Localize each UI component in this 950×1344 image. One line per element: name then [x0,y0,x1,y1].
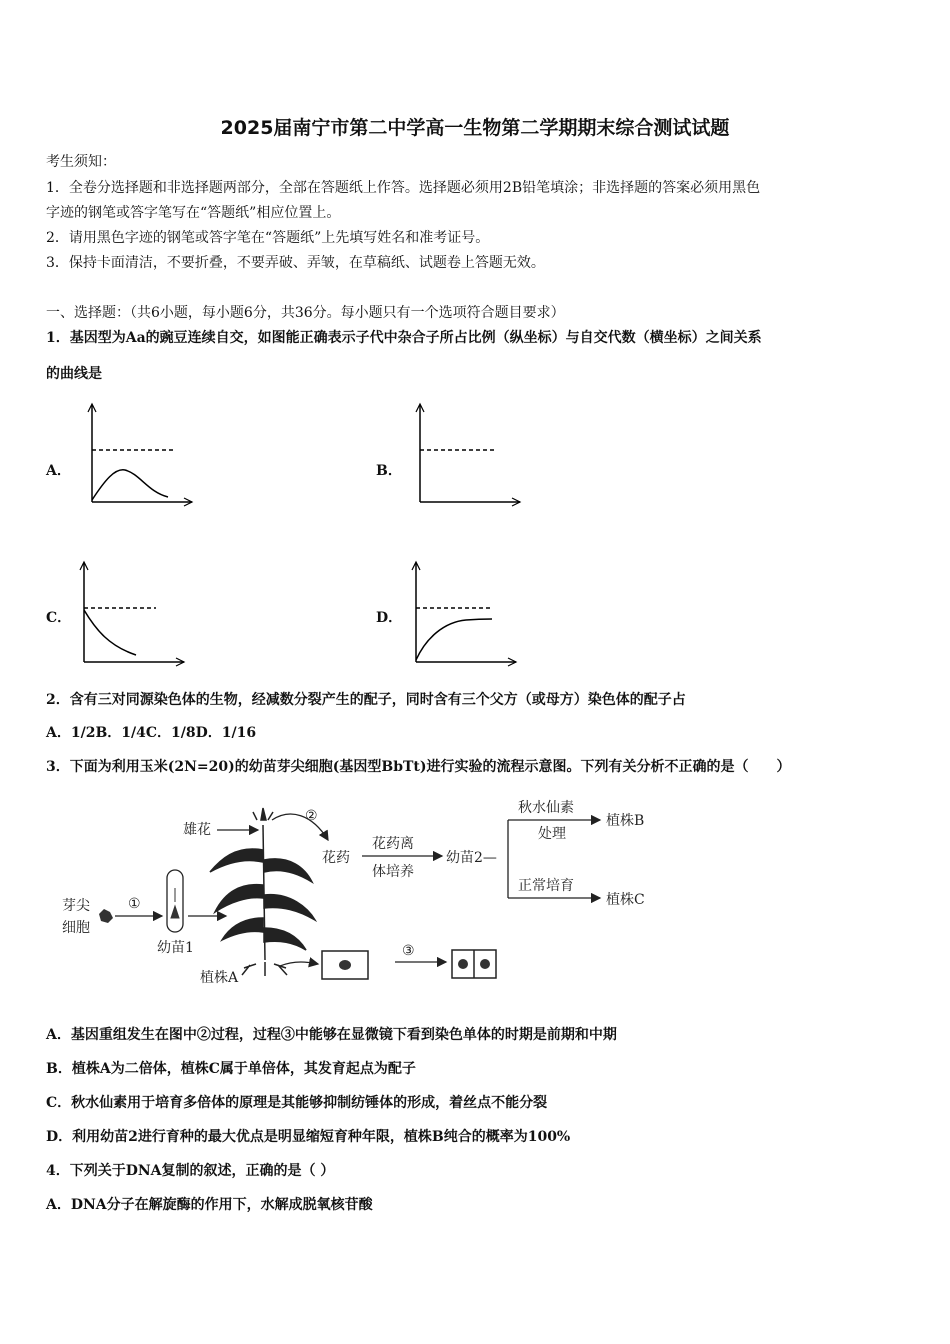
corn-plant-icon [210,808,315,976]
q1-label-c: C． [46,610,72,626]
page-title: 2025届南宁市第二中学高一生物第二学期期末综合测试试题 [220,117,730,139]
notice-heading: 考生须知： [46,154,116,170]
q3-option-d: D．利用幼苗2进行育种的最大优点是明显缩短育种年限，植株B纯合的概率为100% [46,1129,571,1145]
q1-graph-d [404,558,524,668]
q3-option-c: C．秋水仙素用于培育多倍体的原理是其能够抑制纺锤体的形成，着丝点不能分裂 [46,1095,548,1111]
colchicine-label-1: 秋水仙素 [518,800,574,816]
q3-option-a: A．基因重组发生在图中②过程，过程③中能够在显微镜下看到染色单体的时期是前期和中期 [46,1027,617,1043]
bud-cell-icon [99,909,113,923]
q1-stem-b: 的曲线是 [46,366,102,382]
bud-cell-label-2: 细胞 [62,920,90,936]
culture-label-2: 体培养 [372,864,414,880]
male-flower-label: 雄花 [183,822,211,838]
q1-label-d: D． [376,610,403,626]
notice-item-3: 3．保持卡面清洁，不要折叠，不要弄破、弄皱，在草稿纸、试题卷上答题无效。 [46,255,545,271]
q1-graph-c [74,558,194,668]
q3-option-b: B．植株A为二倍体，植株C属于单倍体，其发育起点为配子 [46,1061,416,1077]
plant-b-label: 植株B [606,813,645,829]
notice-item-1b: 字迹的钢笔或答字笔写在“答题纸”相应位置上。 [46,205,341,221]
notice-item-1a: 1．全卷分选择题和非选择题两部分，全部在答题纸上作答。选择题必须用2B铅笔填涂；非选择题的答案必须用黑色 [46,180,761,196]
q1-graph-a [80,400,200,510]
anther-label: 花药 [322,850,350,866]
section-heading: 一、选择题：（共6小题，每小题6分，共36分。每小题只有一个选项符合题目要求） [46,305,565,321]
plant-c-label: 植株C [606,892,645,908]
plant-a-label: 植株A [200,970,239,986]
q1-stem-a: 1．基因型为Aa的豌豆连续自交，如图能正确表示子代中杂合子所占比例（纵坐标）与自交代数（横坐标）之间关系 [46,330,762,346]
q1-graph-b [408,400,528,510]
q1-label-a: A． [46,463,71,479]
step-3-label: ③ [402,943,415,959]
q3-stem: 3．下面为利用玉米(2N=20)的幼苗芽尖细胞(基因型BbTt)进行实验的流程示意图。下列有关分析不正确的是（ ） [46,759,791,775]
q3-flow-diagram [50,790,690,1000]
colchicine-label-2: 处理 [538,826,566,842]
bud-cell-label-1: 芽尖 [62,898,90,914]
q4-stem: 4．下列关于DNA复制的叙述，正确的是（ ） [46,1163,335,1179]
step-1-label: ① [128,896,141,912]
q2-stem: 2．含有三对同源染色体的生物，经减数分裂产生的配子，同时含有三个父方（或母方）染色体的配子占 [46,692,686,708]
q1-label-b: B． [376,463,402,479]
notice-item-2: 2．请用黑色字迹的钢笔或答字笔在“答题纸”上先填写姓名和准考证号。 [46,230,490,246]
q4-option-a: A．DNA分子在解旋酶的作用下，水解成脱氧核苷酸 [46,1197,373,1213]
seedling-2-label: 幼苗2— [446,850,497,866]
step-2-label: ② [305,808,318,824]
q2-options: A．1/2B．1/4C．1/8D．1/16 [46,725,257,741]
seedling-1-label: 幼苗1 [157,940,194,956]
culture-label-1: 花药离 [372,836,414,852]
normal-culture-label: 正常培育 [518,878,574,894]
